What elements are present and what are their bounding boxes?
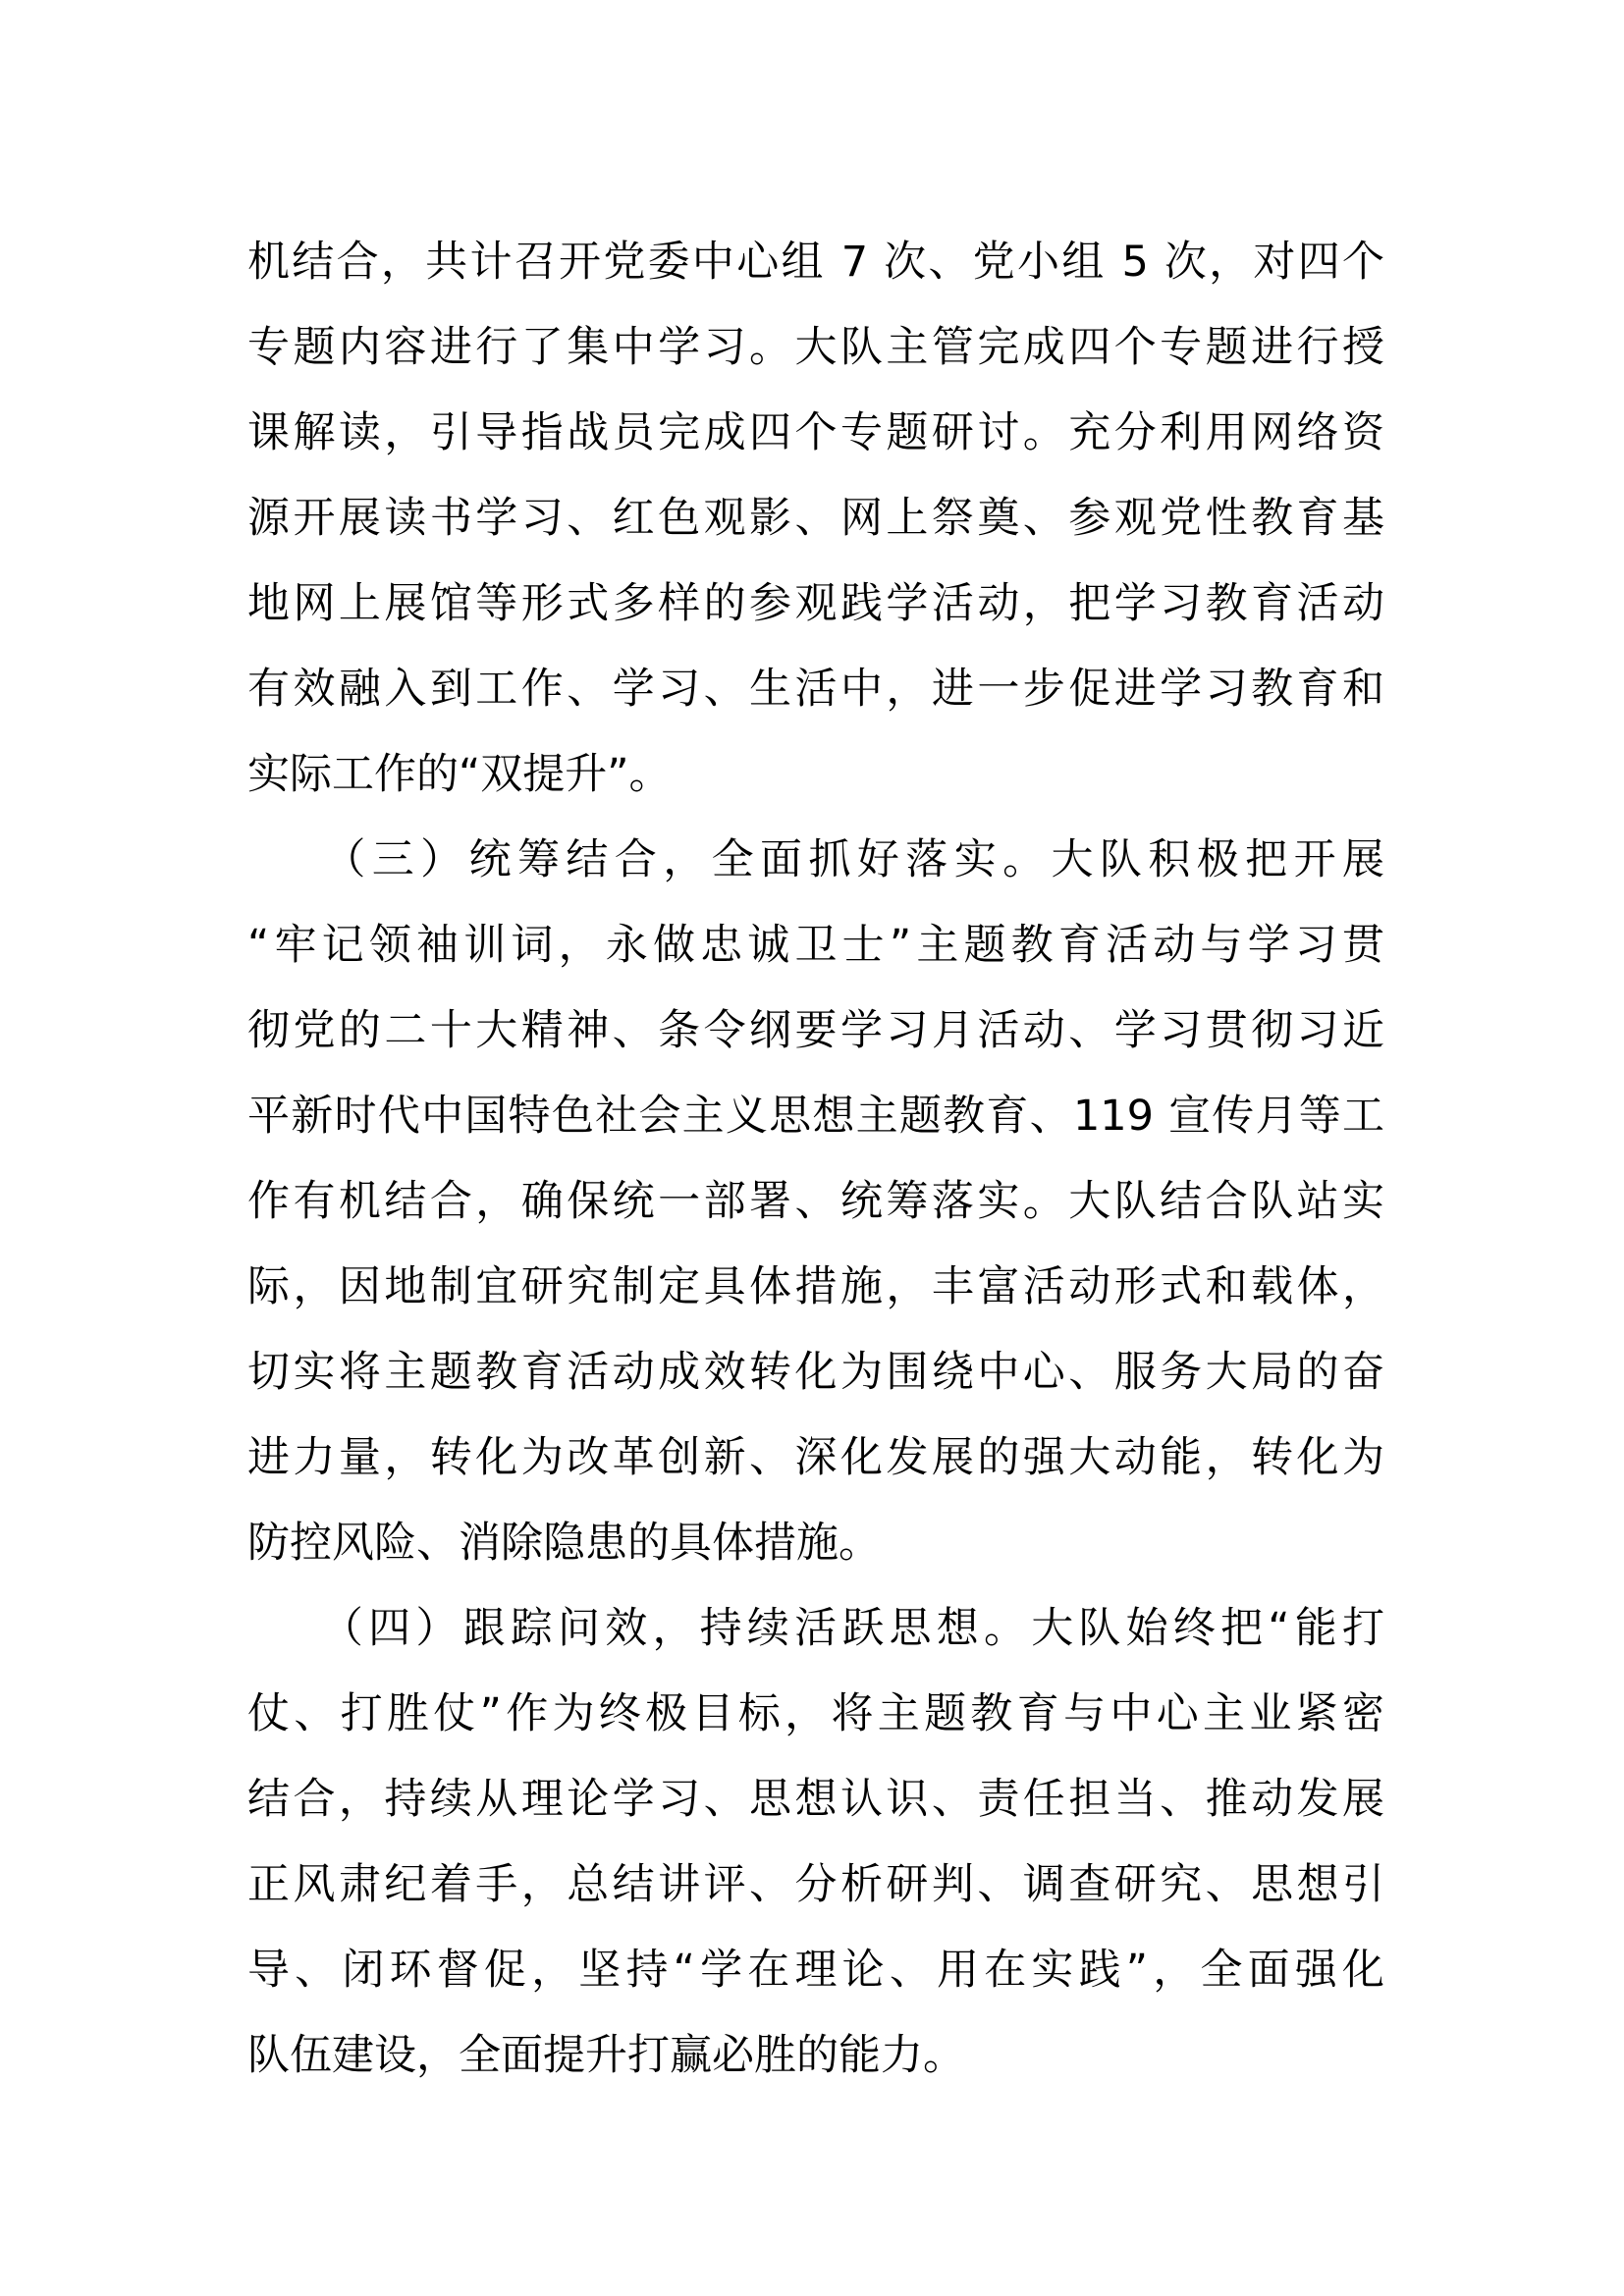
text-line: 源开展读书学习、红色观影、网上祭奠、参观党性教育基 <box>247 494 1384 543</box>
text-line: 有效融入到工作、学习、生活中，进一步促进学习教育和 <box>247 665 1384 714</box>
text-line: 地网上展馆等形式多样的参观践学活动，把学习教育活动 <box>247 579 1384 628</box>
text-line: 作有机结合，确保统一部署、统筹落实。大队结合队站实 <box>247 1177 1384 1226</box>
text-line: 进力量，转化为改革创新、深化发展的强大动能，转化为 <box>247 1433 1384 1482</box>
text-line: 实际工作的“双提升”。 <box>247 750 672 799</box>
text-line: 彻党的二十大精神、条令纲要学习月活动、学习贯彻习近 <box>247 1006 1384 1055</box>
text-line: 防控风险、消除隐患的具体措施。 <box>247 1519 881 1568</box>
text-line: （四）跟踪问效，持续活跃思想。大队始终把“能打 <box>247 1604 1384 1653</box>
text-line: 平新时代中国特色社会主义思想主题教育、119 宣传月等工 <box>247 1092 1384 1141</box>
text-line: 专题内容进行了集中学习。大队主管完成四个专题进行授 <box>247 323 1384 372</box>
text-line: “牢记领袖训词，永做忠诚卫士”主题教育活动与学习贯 <box>247 921 1384 970</box>
text-line: 队伍建设，全面提升打赢必胜的能力。 <box>247 2031 965 2080</box>
text-line: 切实将主题教育活动成效转化为围绕中心、服务大局的奋 <box>247 1348 1384 1397</box>
document-body <box>247 220 1384 2099</box>
text-line: 正风肃纪着手，总结讲评、分析研判、调查研究、思想引 <box>247 1860 1384 1909</box>
text-line: （三）统筹结合，全面抓好落实。大队积极把开展 <box>247 835 1384 884</box>
text-line: 结合，持续从理论学习、思想认识、责任担当、推动发展 <box>247 1775 1384 1824</box>
text-line: 导、闭环督促，坚持“学在理论、用在实践”，全面强化 <box>247 1946 1384 1995</box>
text-line: 仗、打胜仗”作为终极目标，将主题教育与中心主业紧密 <box>247 1689 1384 1738</box>
text-line: 课解读，引导指战员完成四个专题研讨。充分利用网络资 <box>247 408 1384 457</box>
text-line: 际，因地制宜研究制定具体措施，丰富活动形式和载体， <box>247 1262 1384 1311</box>
text-line: 机结合，共计召开党委中心组 7 次、党小组 5 次，对四个 <box>247 238 1384 287</box>
